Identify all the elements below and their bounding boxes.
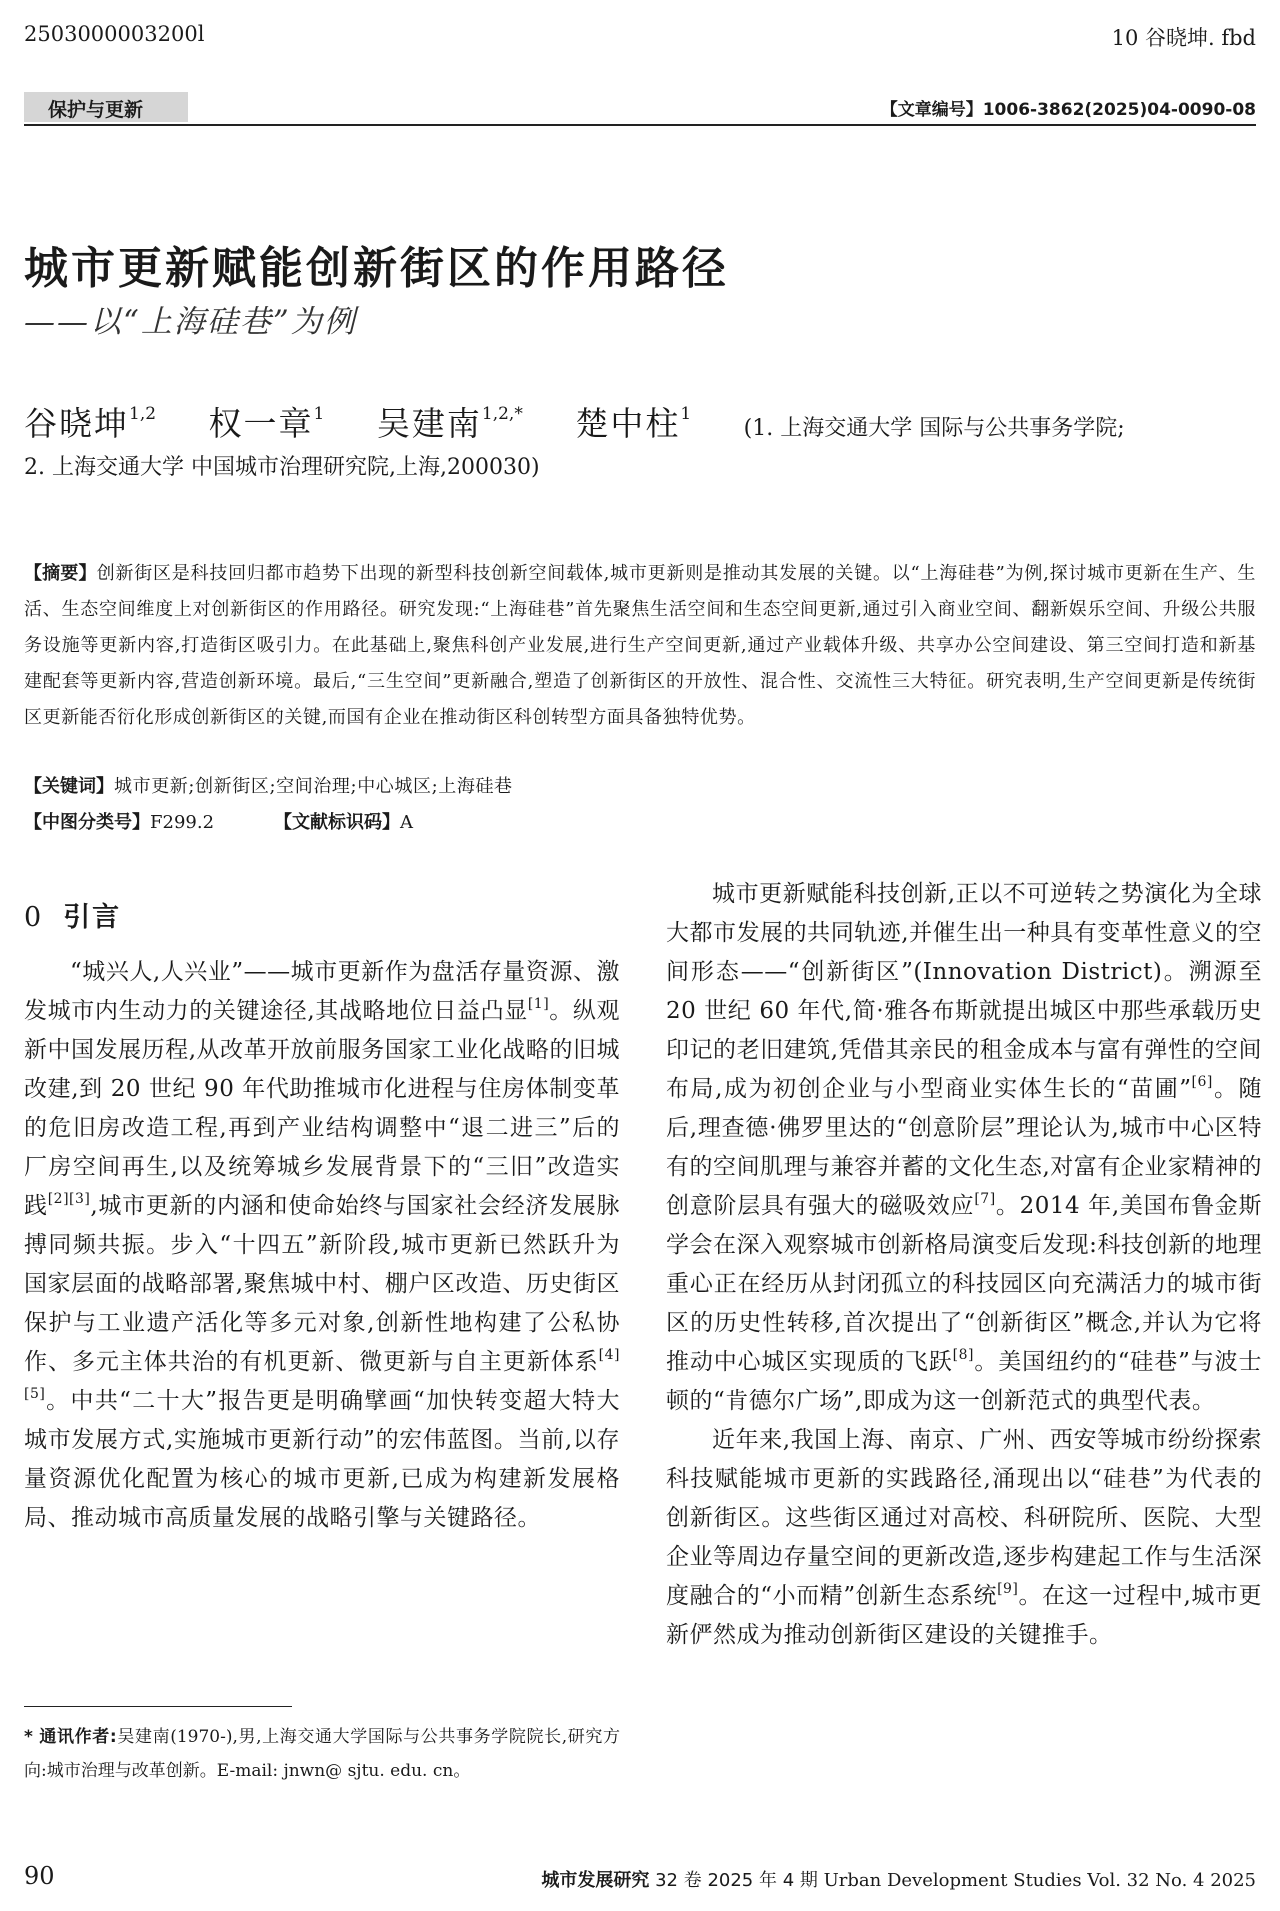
footnote [24,1720,620,1788]
section-title: 引言 [63,902,122,933]
right-column [666,875,1262,1655]
article-number: 【文章编号】1006-3862(2025)04-0090-08 [880,100,1256,120]
left-column [24,953,620,1538]
body-paragraph [666,875,1262,1421]
body-paragraph [24,953,620,1538]
doc-code-label: 【文献标识码】 [274,812,401,833]
citation: [8] [952,1347,974,1363]
footnote-text: 吴建南(1970-),男,上海交通大学国际与公共事务学院院长,研究方向:城市治理与改革创新。E-mail: jnwn@ sjtu. edu. cn。 [24,1727,620,1781]
body-text: 。中共“二十大”报告更是明确擘画“加快转变超大特大城市发展方式,实施城市更新行动”的宏伟蓝图。当前,以存量资源优化配置为核心的城市更新,已成为构建新发展格局、推动城市高质量发展的战略引擎与关键路径。 [24,1388,620,1531]
classification-line [24,808,413,834]
body-text: 。纵观新中国发展历程,从改革开放前服务国家工业化战略的旧城改建,到 20 世纪 90 年代助推城市化进程与住房体制变革的危旧房改造工程,再到产业结构调整中“退二进三”后的厂房空间再生,以及统筹城乡发展背景下的“三旧”改造实践 [24,998,621,1219]
author-affiliation-mark: 1 [313,404,325,424]
section-heading [24,895,121,934]
section-tag: 保护与更新 [48,99,144,121]
keywords [24,772,513,798]
author-name: 吴建南 [376,404,482,443]
abstract-text: 创新街区是科技回归都市趋势下出现的新型科技创新空间载体,城市更新则是推动其发展的关键。以“上海硅巷”为例,探讨城市更新在生产、生活、生态空间维度上对创新街区的作用路径。研究发现:“上海硅巷”首先聚焦生活空间和生态空间更新,通过引入商业空间、翻新娱乐空间、升级公共服务设施等更新内容,打造街区吸引力。在此基础上,聚焦科创产业发展,进行生产空间更新,通过产业载体升级、共享办公空间建设、第三空间打造和新基建配套等更新内容,营造创新环境。最后,“三生空间”更新融合,塑造了创新街区的开放性、混合性、交流性三大特征。研究表明,生产空间更新是传统街区更新能否衍化形成创新街区的关键,而国有企业在推动街区科创转型方面具备独特优势。 [24,563,1256,728]
keywords-text: 城市更新;创新街区;空间治理;中心城区;上海硅巷 [114,776,513,797]
body-paragraph [666,1421,1262,1655]
journal-volume-cn: 32 卷 2025 年 4 期 [655,1870,818,1891]
body-text: 城市更新赋能科技创新,正以不可逆转之势演化为全球大都市发展的共同轨迹,并催生出一种具有变革性意义的空间形态——“创新街区”(Innovation District)。溯源至 20 世纪 60 年代,简·雅各布斯就提出城区中那些承载历史印记的老旧建筑,凭借其亲民的租金成本与富有弹性的空间布局,成为初创企业与小型商业实体生长的“苗圃” [666,881,1262,1102]
page-number: 90 [24,1862,55,1890]
footnote-divider [24,1706,292,1707]
body-text: “城兴人,人兴业”——城市更新作为盘活存量资源、激发城市内生动力的关键途径,其战略地位日益凸显 [24,959,620,1024]
journal-info [541,1866,1256,1892]
affiliation-1: (1. 上海交通大学 国际与公共事务学院; [743,416,1125,441]
citation: [9] [997,1581,1019,1597]
citation: [7] [974,1191,996,1207]
body-text: 。美国纽约的“硅巷”与波士顿的“肯德尔广场”,即成为这一创新范式的典型代表。 [666,1349,1262,1414]
author-affiliation-mark: 1 [680,404,692,424]
body-text: 。在这一过程中,城市更新俨然成为推动创新街区建设的关键推手。 [666,1583,1262,1648]
affiliation-2: 2. 上海交通大学 中国城市治理研究院,上海,200030) [24,455,540,480]
journal-name-en: Urban Development Studies Vol. 32 No. 4 2025 [823,1870,1256,1891]
author-name: 楚中柱 [575,404,681,443]
author-affiliation-mark: 1,2 [129,404,157,424]
file-id: 2503000003200l [24,22,205,46]
citation: [2][3] [47,1191,91,1207]
abstract-label: 【摘要】 [24,563,97,584]
paper-subtitle: ——以“上海硅巷”为例 [24,304,357,340]
file-name: 10 谷晓坤. fbd [1111,26,1256,50]
body-text: 近年来,我国上海、南京、广州、西安等城市纷纷探索科技赋能城市更新的实践路径,涌现出以“硅巷”为代表的创新街区。这些街区通过对高校、科研院所、医院、大型企业等周边存量空间的更新改造,逐步构建起工作与生活深度融合的“小而精”创新生态系统 [666,1427,1262,1609]
section-number: 0 [24,902,44,933]
author-affiliation-mark: 1,2,* [481,404,523,424]
keywords-label: 【关键词】 [24,776,114,797]
paper-title: 城市更新赋能创新街区的作用路径 [24,243,729,294]
citation: [6] [1191,1074,1213,1090]
body-text: ,城市更新的内涵和使命始终与国家社会经济发展脉搏同频共振。步入“十四五”新阶段,城市更新已然跃升为国家层面的战略部署,聚焦城中村、棚户区改造、历史街区保护与工业遗产活化等多元对象,创新性地构建了公私协作、多元主体共治的有机更新、微更新与自主更新体系 [24,1193,620,1375]
author-line [24,398,1264,445]
body-text: 。2014 年,美国布鲁金斯学会在深入观察城市创新格局演变后发现:科技创新的地理重心正在经历从封闭孤立的科技园区向充满活力的城市街区的历史性转移,首次提出了“创新街区”概念,并认为它将推动中心城区实现质的飞跃 [666,1193,1263,1375]
author-name: 权一章 [208,404,314,443]
clc-value: F299.2 [150,812,215,833]
header-divider [24,124,1256,126]
doc-code-value: A [400,812,414,833]
footnote-label: * 通讯作者: [24,1727,117,1747]
clc-label: 【中图分类号】 [24,812,150,833]
abstract [24,556,1256,736]
citation: [4][5] [24,1347,620,1402]
citation: [1] [527,996,550,1012]
body-text: 。随后,理查德·佛罗里达的“创意阶层”理论认为,城市中心区特有的空间肌理与兼容并蓄的文化生态,对富有企业家精神的创意阶层具有强大的磁吸效应 [666,1076,1263,1219]
author-name: 谷晓坤 [24,404,129,443]
journal-name-cn: 城市发展研究 [541,1870,650,1891]
